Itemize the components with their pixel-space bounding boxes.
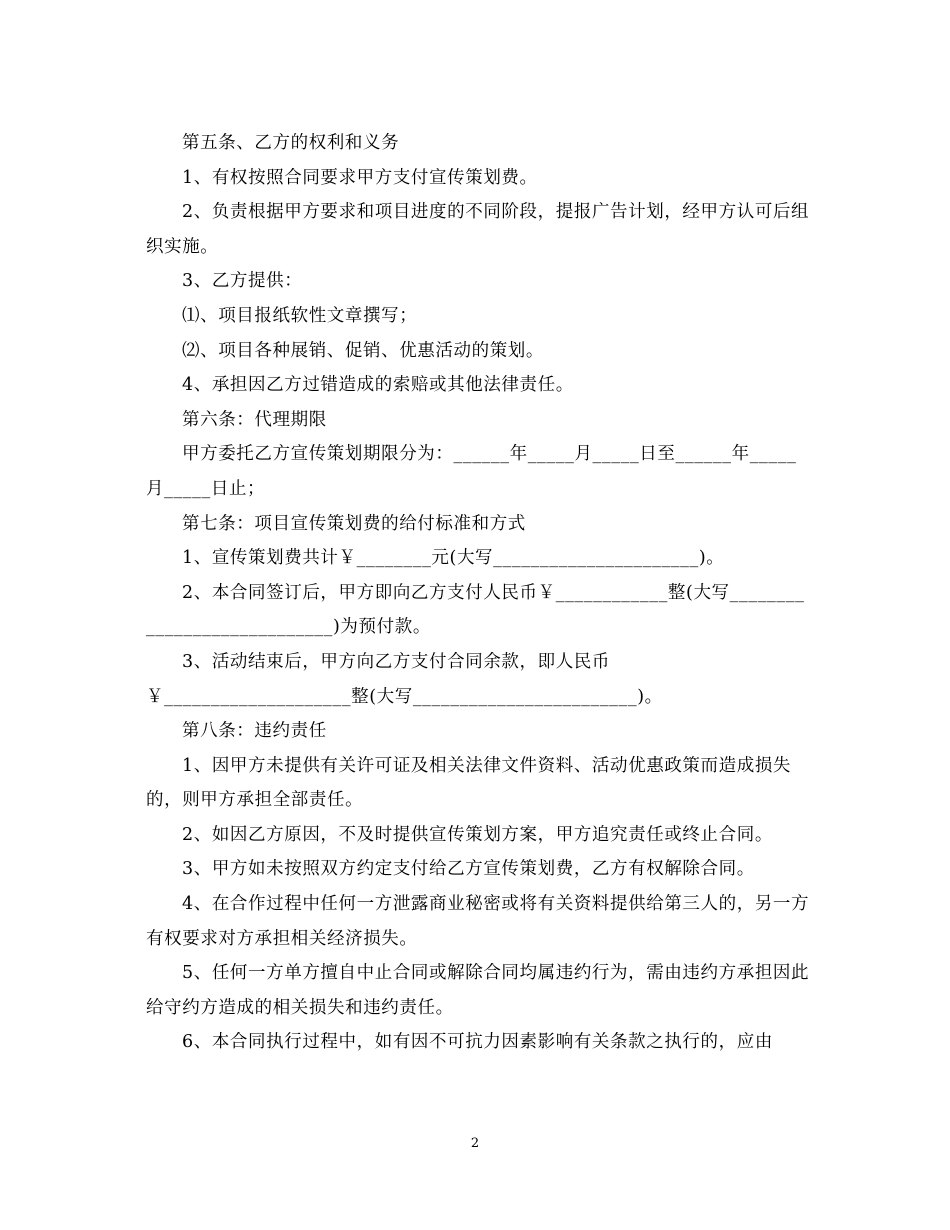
article-7-item-2: 2、本合同签订后，甲方即向乙方支付人民币￥____________整(大写____________________________)为预付款。 — [146, 582, 805, 638]
article-8-heading: 第八条：违约责任 — [182, 721, 327, 742]
article-7-heading: 第七条：项目宣传策划费的给付标准和方式 — [182, 513, 526, 534]
article-6-term-text: 甲方委托乙方宣传策划期限分为：______年_____月_____日至______年_____月_____日止； — [146, 444, 797, 499]
article-7-item-1: 1、宣传策划费共计￥________元(大写______________________)。 — [182, 548, 725, 569]
article-5-item-2: 2、负责根据甲方要求和项目进度的不同阶段，提报广告计划，经甲方认可后组织实施。 — [146, 202, 810, 257]
article-5-item-4: 4、承担因乙方过错造成的索赔或其他法律责任。 — [182, 375, 574, 396]
article-8-item-2: 2、如因乙方原因，不及时提供宣传策划方案，甲方追究责任或终止合同。 — [182, 824, 773, 845]
article-5-item-3-sub-2: ⑵、项目各种展销、促销、优惠活动的策划。 — [182, 340, 544, 361]
article-6-heading: 第六条：代理期限 — [182, 409, 327, 430]
article-7-item-3-amount-line: ￥____________________整(大写________________________)。 — [146, 686, 663, 707]
page-number: 2 — [470, 1136, 480, 1151]
article-8-item-1: 1、因甲方未提供有关许可证及相关法律文件资料、活动优惠政策而造成损失的，则甲方承担全部责任。 — [146, 755, 792, 811]
article-7-item-3: 3、活动结束后，甲方向乙方支付合同余款，即人民币 — [182, 651, 611, 672]
article-5-heading: 第五条、乙方的权利和义务 — [182, 133, 400, 153]
article-8-item-5: 5、任何一方单方擅自中止合同或解除合同均属违约行为，需由违约方承担因此给守约方造成的相关损失和违约责任。 — [146, 963, 810, 1018]
article-8-item-4: 4、在合作过程中任何一方泄露商业秘密或将有关资料提供给第三人的，另一方有权要求对方承担相关经济损失。 — [146, 894, 810, 949]
article-5-item-3: 3、乙方提供： — [182, 271, 303, 292]
article-5-item-1: 1、有权按照合同要求甲方支付宣传策划费。 — [182, 167, 538, 188]
article-5-item-3-sub-1: ⑴、项目报纸软性文章撰写； — [182, 305, 418, 326]
document-body — [146, 126, 811, 1060]
article-8-item-3: 3、甲方如未按照双方约定支付给乙方宣传策划费，乙方有权解除合同。 — [182, 859, 755, 880]
article-8-item-6: 6、本合同执行过程中，如有因不可抗力因素影响有关条款之执行的，应由 — [182, 1032, 773, 1053]
